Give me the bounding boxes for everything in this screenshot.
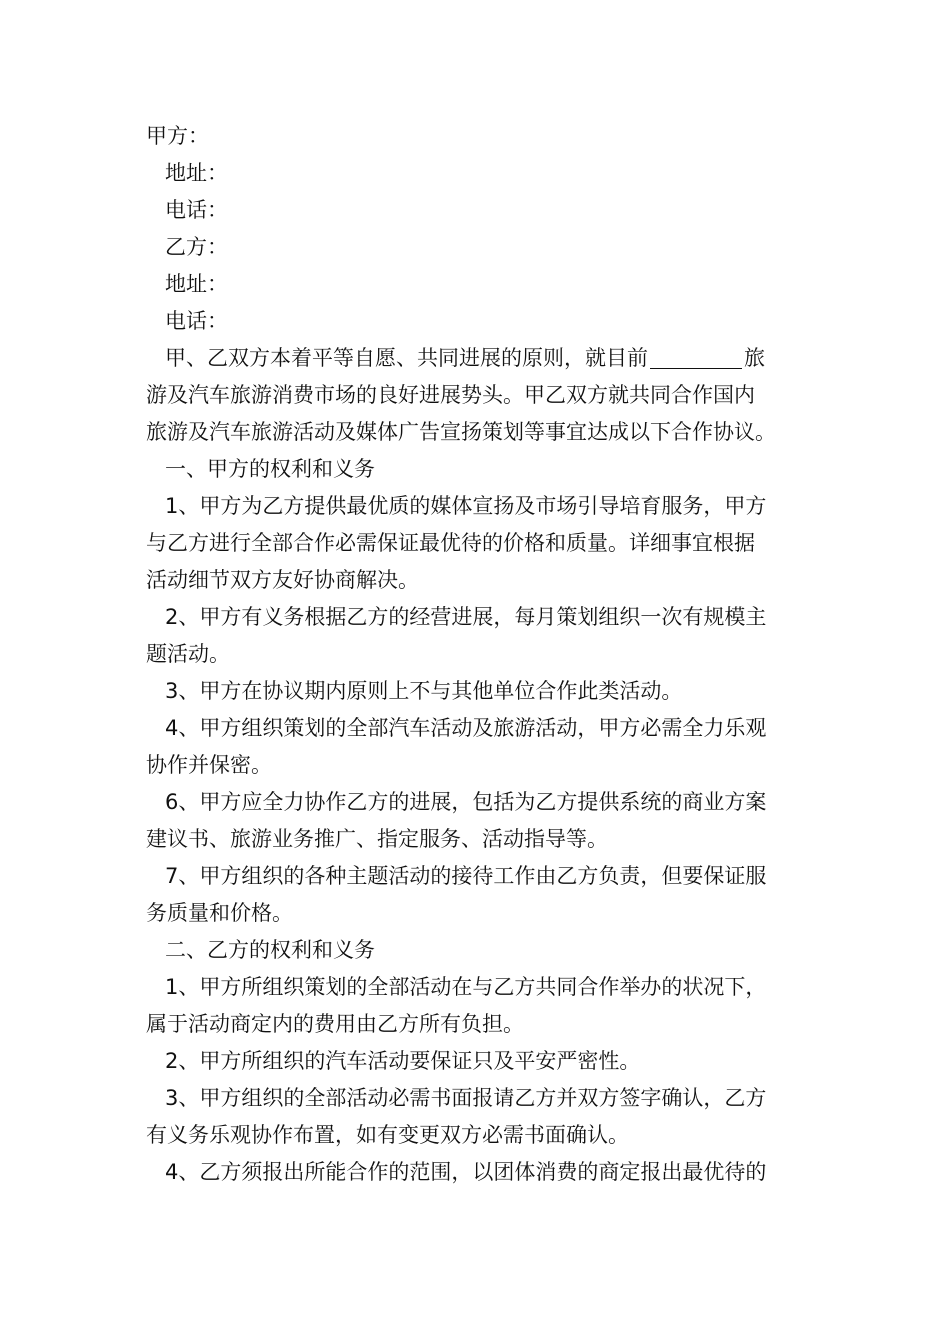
text-line: 乙方： bbox=[165, 235, 228, 259]
text-line: 4、甲方组织策划的全部汽车活动及旅游活动，甲方必需全力乐观 bbox=[165, 716, 767, 740]
text-line: 旅游及汽车旅游活动及媒体广告宣扬策划等事宜达成以下合作协议。 bbox=[146, 420, 776, 444]
text-line: 务质量和价格。 bbox=[146, 901, 293, 925]
text-line: 4、乙方须报出所能合作的范围，以团体消费的商定报出最优待的 bbox=[165, 1160, 767, 1184]
text-line: 地址： bbox=[165, 272, 228, 296]
text-line: 与乙方进行全部合作必需保证最优待的价格和质量。详细事宜根据 bbox=[146, 531, 755, 555]
text-line: 地址： bbox=[165, 161, 228, 185]
text-line: 2、甲方所组织的汽车活动要保证只及平安严密性。 bbox=[165, 1049, 641, 1073]
text-line: 3、甲方在协议期内原则上不与其他单位合作此类活动。 bbox=[165, 679, 683, 703]
text-line: 有义务乐观协作布置，如有变更双方必需书面确认。 bbox=[146, 1123, 629, 1147]
text-line: 建议书、旅游业务推广、指定服务、活动指导等。 bbox=[146, 827, 608, 851]
text-line: 甲方： bbox=[146, 124, 209, 148]
text-line: 题活动。 bbox=[146, 642, 230, 666]
fill-in-blank bbox=[650, 347, 742, 369]
text-line: 3、甲方组织的全部活动必需书面报请乙方并双方签字确认，乙方 bbox=[165, 1086, 767, 1110]
text-line: 6、甲方应全力协作乙方的进展，包括为乙方提供系统的商业方案 bbox=[165, 790, 767, 814]
section-heading: 一、甲方的权利和义务 bbox=[165, 457, 375, 481]
text-line bbox=[146, 340, 810, 377]
text-line: 1、甲方所组织策划的全部活动在与乙方共同合作举办的状况下， bbox=[165, 975, 767, 999]
agreement-body bbox=[146, 118, 810, 1191]
text-line: 活动细节双方友好协商解决。 bbox=[146, 568, 419, 592]
text-line: 7、甲方组织的各种主题活动的接待工作由乙方负责，但要保证服 bbox=[165, 864, 767, 888]
text-segment: 甲、乙双方本着平等自愿、共同进展的原则，就目前 bbox=[165, 346, 648, 370]
text-segment: 旅 bbox=[744, 346, 765, 370]
text-line: 2、甲方有义务根据乙方的经营进展，每月策划组织一次有规模主 bbox=[165, 605, 767, 629]
text-line: 1、甲方为乙方提供最优质的媒体宣扬及市场引导培育服务，甲方 bbox=[165, 494, 767, 518]
text-line: 电话： bbox=[165, 309, 228, 333]
text-line: 电话： bbox=[165, 198, 228, 222]
text-line: 游及汽车旅游消费市场的良好进展势头。甲乙双方就共同合作国内 bbox=[146, 383, 755, 407]
text-line: 属于活动商定内的费用由乙方所有负担。 bbox=[146, 1012, 524, 1036]
text-line: 协作并保密。 bbox=[146, 753, 272, 777]
section-heading: 二、乙方的权利和义务 bbox=[165, 938, 375, 962]
